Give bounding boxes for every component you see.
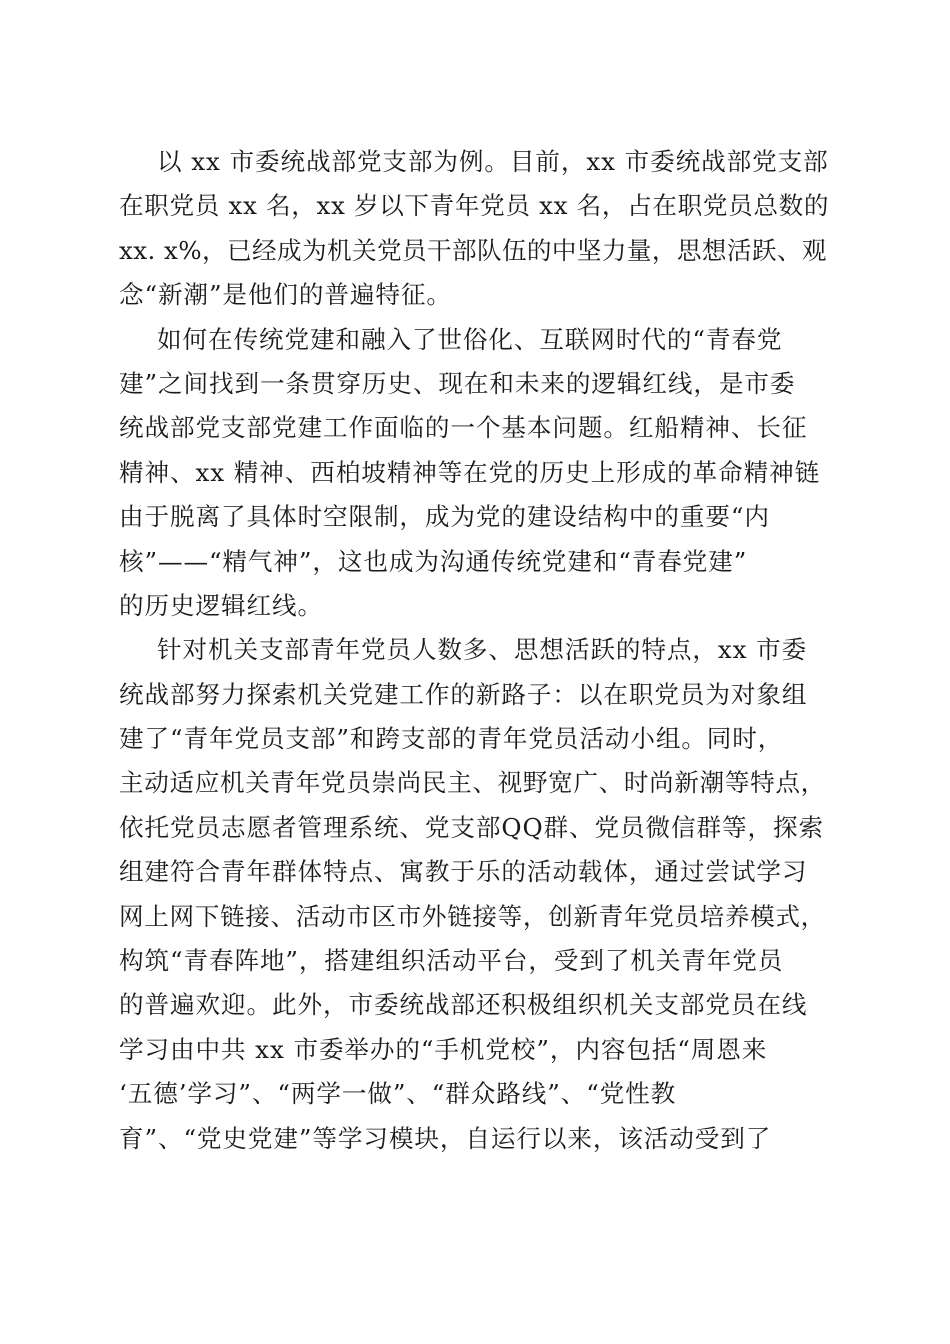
text-line: ‘五德’学习”、“两学一做”、“群众路线”、“党性教: [119, 1079, 677, 1109]
text-line: 在职党员 xx 名，xx 岁以下青年党员 xx 名，占在职党员总数的: [119, 191, 830, 221]
paragraph-2: [119, 318, 831, 629]
text-line: 的历史逻辑红线。: [119, 590, 323, 620]
text-line: 统战部党支部党建工作面临的一个基本问题。红船精神、长征: [119, 413, 808, 443]
text-line: 以 xx 市委统战部党支部为例。目前，xx 市委统战部党支部: [157, 147, 829, 176]
text-line: 的普遍欢迎。此外，市委统战部还积极组织机关支部党员在线: [119, 990, 808, 1020]
text-line: 如何在传统党建和融入了世俗化、互联网时代的“青春党: [157, 324, 783, 354]
text-line: 网上网下链接、活动市区市外链接等，创新青年党员培养模式，: [119, 901, 826, 931]
text-line: 针对机关支部青年党员人数多、思想活跃的特点，xx 市委: [157, 635, 808, 665]
text-line: 学习由中共 xx 市委举办的“手机党校”，内容包括“周恩来: [119, 1034, 768, 1064]
text-line: 精神、xx 精神、西柏坡精神等在党的历史上形成的革命精神链: [119, 457, 821, 487]
text-line: 主动适应机关青年党员崇尚民主、视野宽广、时尚新潮等特点，: [119, 768, 826, 798]
text-line: xx. x%，已经成为机关党员干部队伍的中坚力量，思想活跃、观: [119, 235, 827, 265]
document-body: [119, 140, 831, 1161]
text-line: 构筑“青春阵地”，搭建组织活动平台，受到了机关青年党员: [119, 946, 784, 976]
text-line: 核”——“精气神”，这也成为沟通传统党建和“青春党建”: [119, 546, 748, 576]
text-line: 由于脱离了具体时空限制，成为党的建设结构中的重要“内: [119, 502, 770, 532]
paragraph-1: [119, 140, 831, 318]
text-line: 建”之间找到一条贯穿历史、现在和未来的逻辑红线，是市委: [119, 368, 796, 398]
text-line: 育”、“党史党建”等学习模块，自运行以来，该活动受到了: [119, 1123, 772, 1153]
text-line: 依托党员志愿者管理系统、党支部QQ群、党员微信群等，探索: [119, 812, 824, 842]
text-line: 组建符合青年群体特点、寓教于乐的活动载体，通过尝试学习: [119, 857, 808, 887]
text-line: 统战部努力探索机关党建工作的新路子：以在职党员为对象组: [119, 679, 808, 709]
text-line: 建了“青年党员支部”和跨支部的青年党员活动小组。同时，: [119, 724, 784, 754]
paragraph-3: [119, 628, 831, 1161]
text-line: 念“新潮”是他们的普遍特征。: [119, 280, 452, 310]
